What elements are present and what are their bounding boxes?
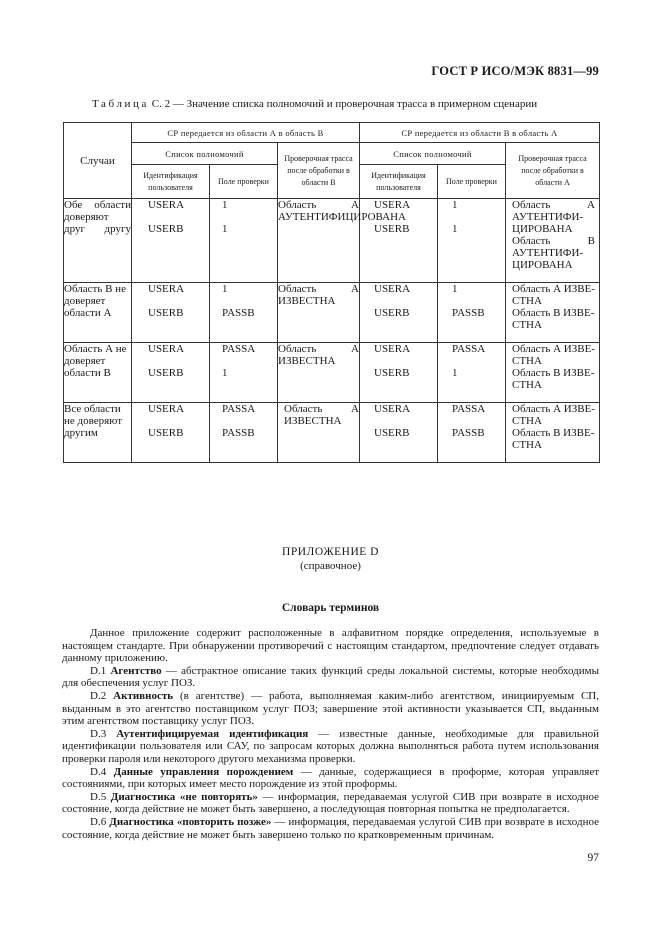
glossary-term: Агентство	[110, 664, 162, 677]
header-group-b-to-a: СР передается из области В в область А	[360, 123, 600, 143]
check-field-cell: PASSA PASSB	[438, 403, 506, 463]
trace-cell: Область А ИЗВЕ- СТНА Область В ИЗВЕ- СТНА	[506, 283, 600, 343]
glossary-term: Активность	[113, 689, 174, 702]
user-id-cell: USERA USERB	[360, 343, 438, 403]
user-id-cell: USERA USERB	[360, 283, 438, 343]
check-field-cell: 1 1	[210, 199, 278, 283]
check-field-cell: 1 PASSB	[438, 283, 506, 343]
glossary-entry-d6: D.6 Диагностика «повторить позже» — информация, передаваемая услугой СИВ при возврате в исходное состояние, когда действие не может быть завершено только по кратковременным причинам.	[62, 815, 599, 841]
case-cell: Область В не доверяет области А	[64, 283, 132, 343]
glossary-term: Диагностика «не повторять»	[110, 790, 258, 803]
user-id-cell: USERA USERB	[360, 199, 438, 283]
glossary-entry-d1: D.1 Агентство — абстрактное описание таких функций среды локальной системы, которые необходимы для обеспечения услуг ПОЗ.	[62, 664, 600, 690]
glossary-body	[62, 627, 599, 841]
appendix-subtitle: (справочное)	[300, 560, 361, 572]
table-caption-text: С. 2 — Значение списка полномочий и проверочная трасса в примерном сценарии	[149, 98, 538, 110]
trace-cell: Область А АУТЕНТИФИЦИРОВАНА	[278, 199, 360, 283]
trace-cell: Область А АУТЕНТИФИ- ЦИРОВАНА Область В АУТЕНТИФИ- ЦИРОВАНА	[506, 199, 600, 283]
case-cell: Обе области доверяют друг другу	[64, 199, 132, 283]
header-trace-a: Проверочная трасса после обработки в области В	[278, 143, 360, 199]
check-field-cell: 1 PASSB	[210, 283, 278, 343]
table-caption-label: Таблица	[92, 98, 149, 110]
header-user-id-a: Идентификация пользователя	[132, 165, 210, 199]
authority-table	[63, 122, 600, 463]
header-check-field-b: Поле проверки	[438, 165, 506, 199]
header-group-a-to-b: СР передается из области А в область В	[132, 123, 360, 143]
trace-cell: Область А ИЗВЕСТНА	[278, 403, 360, 463]
table-row	[64, 199, 600, 283]
user-id-cell: USERA USERB	[132, 283, 210, 343]
standard-header: ГОСТ Р ИСО/МЭК 8831—99	[431, 64, 599, 78]
page-number: 97	[587, 852, 599, 864]
check-field-cell: PASSA 1	[438, 343, 506, 403]
trace-cell: Область А ИЗВЕСТНА	[278, 283, 360, 343]
glossary-entry-d5: D.5 Диагностика «не повторять» — информация, передаваемая услугой СИВ при возврате в исходное состояние, когда действие не может быть завершено, а последующая повторная попытка не предполагается.	[62, 790, 599, 816]
trace-cell: Область А ИЗВЕСТНА	[278, 343, 360, 403]
header-authority-list-a: Список полномочий	[132, 143, 278, 165]
trace-cell: Область А ИЗВЕ- СТНА Область В ИЗВЕ- СТНА	[506, 343, 600, 403]
check-field-cell: PASSA PASSB	[210, 403, 278, 463]
check-field-cell: PASSA 1	[210, 343, 278, 403]
appendix-title: ПРИЛОЖЕНИЕ D	[282, 546, 379, 558]
glossary-term: Диагностика «повторить позже»	[109, 815, 272, 828]
user-id-cell: USERA USERB	[132, 403, 210, 463]
header-check-field-a: Поле проверки	[210, 165, 278, 199]
user-id-cell: USERA USERB	[360, 403, 438, 463]
glossary-entry-d4: D.4 Данные управления порождением — данные, содержащиеся в проформе, которая управляет состояниями, при которых имеет место порождение из этой проформы.	[62, 765, 600, 791]
glossary-intro: Данное приложение содержит расположенные в алфавитном порядке определения, используемые в настоящем стандарте. При обнаружении противоречий с настоящим стандартом, предпочтение следует отдавать данному приложению.	[62, 627, 599, 665]
table-row	[64, 283, 600, 343]
table-caption	[92, 98, 537, 110]
trace-cell: Область А ИЗВЕ- СТНА Область В ИЗВЕ- СТНА	[506, 403, 600, 463]
header-user-id-b: Идентификация пользователя	[360, 165, 438, 199]
glossary-entry-d3: D.3 Аутентифицируемая идентификация — известные данные, необходимые для правильной идентификации пользователя или САУ, по запросам которых должна выполняться работа путем использования проверки пароля или некоторого другого механизма проверки.	[62, 727, 599, 765]
table-row	[64, 343, 600, 403]
glossary-entry-d2: D.2 Активность (в агентстве) — работа, выполняемая каким-либо агентством, инициируемым СП, выданным в это агентство поставщиком услуг ПОЗ; завершение этой активности указывается СП, выданным этим агентством поставщику услуг ПОЗ.	[62, 689, 600, 728]
user-id-cell: USERA USERB	[132, 199, 210, 283]
case-cell: Все области не доверяют другим	[64, 403, 132, 463]
glossary-title: Словарь терминов	[281, 602, 380, 614]
header-trace-b: Проверочная трасса после обработки в области А	[506, 143, 600, 199]
table-row	[64, 403, 600, 463]
user-id-cell: USERA USERB	[132, 343, 210, 403]
check-field-cell: 1 1	[438, 199, 506, 283]
glossary-term: Аутентифицируемая идентификация	[116, 727, 309, 740]
case-cell: Область А не доверяет области В	[64, 343, 132, 403]
glossary-term: Данные управления порождением	[113, 765, 294, 778]
header-cases: Случаи	[64, 123, 132, 199]
header-authority-list-b: Список полномочий	[360, 143, 506, 165]
